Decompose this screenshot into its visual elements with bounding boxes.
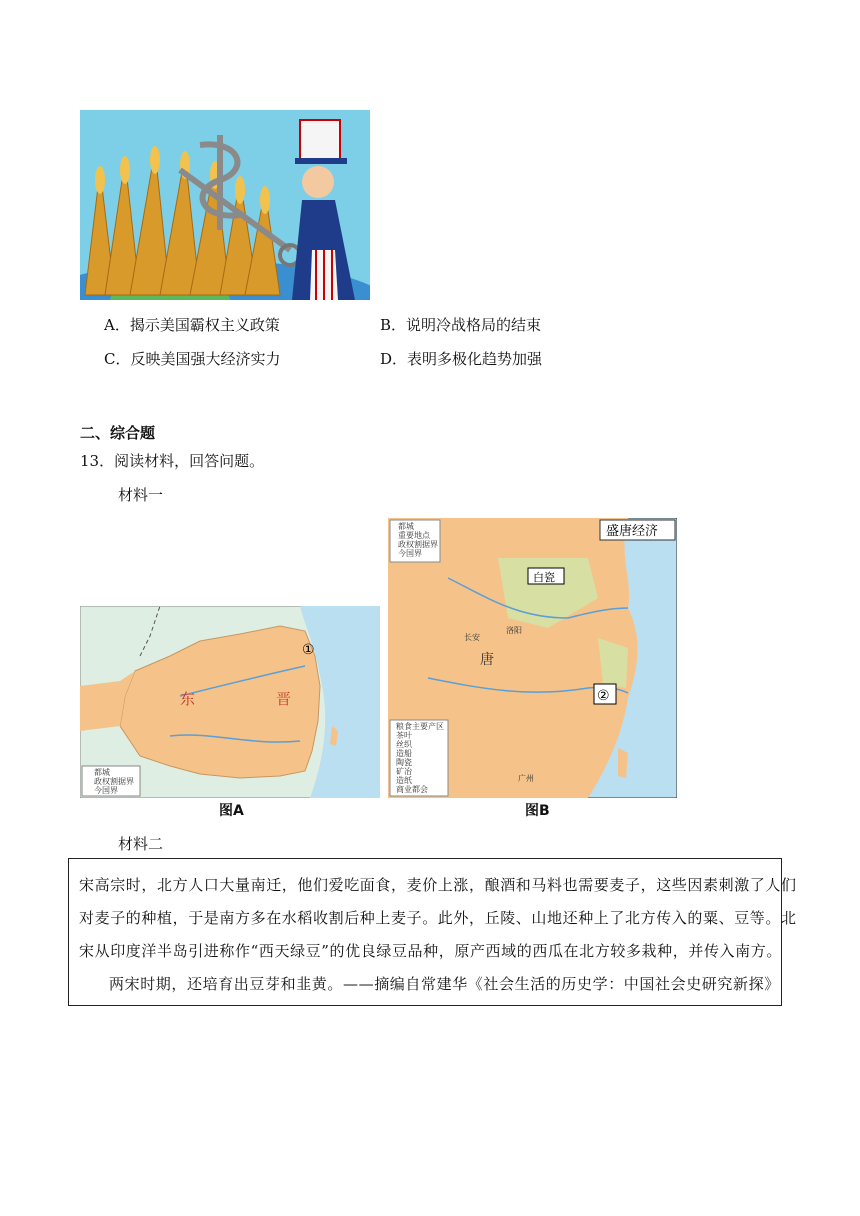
material-two-line-1: 宋高宗时，北方人口大量南迁，他们爱吃面食，麦价上涨，酿酒和马料也需要麦子，这些因素刺激了人们	[79, 876, 797, 894]
map-b-city-guangzhou: 广州	[518, 774, 534, 783]
cartoon-illustration	[80, 110, 370, 300]
map-b-city-changan: 长安	[464, 633, 480, 642]
option-c: C．反映美国强大经济实力	[104, 350, 281, 368]
map-b-legend-bottom-3: 丝织	[396, 740, 412, 749]
material-two-box	[68, 858, 797, 1006]
map-a-caption: 图A	[219, 803, 244, 819]
map-a-label-jin: 晋	[276, 690, 292, 708]
option-b: B．说明冷战格局的结束	[380, 316, 542, 334]
map-b-legend-top-4: 今国界	[398, 549, 422, 558]
material-two-label: 材料二	[118, 835, 164, 853]
map-a-legend-3: 今国界	[94, 786, 118, 795]
map-b-marker-2: ②	[597, 688, 610, 704]
map-a-label-dong: 东	[180, 690, 196, 708]
map-a	[80, 606, 380, 798]
map-b-label-tang: 唐	[480, 652, 494, 668]
map-b-caption: 图B	[525, 803, 550, 819]
map-b-graphic	[388, 518, 677, 798]
map-b-title: 盛唐经济	[606, 524, 659, 539]
map-b	[388, 518, 677, 798]
map-a-graphic	[80, 606, 380, 798]
map-b-label-baici: 白瓷	[533, 571, 555, 584]
map-b-legend-top-2: 重要地点	[398, 531, 430, 540]
option-d: D．表明多极化趋势加强	[380, 350, 543, 368]
map-b-city-luoyang: 洛阳	[506, 626, 522, 635]
map-b-legend-bottom-4: 造船	[396, 749, 412, 758]
map-a-legend-2: 政权割据界	[94, 777, 134, 786]
material-two-line-2: 对麦子的种植，于是南方多在水稻收割后种上麦子。此外，丘陵、山地还种上了北方传入的粟、豆等。北	[79, 909, 797, 927]
uncle-sam-wheat-cartoon	[80, 110, 370, 300]
map-b-legend-bottom-6: 矿冶	[396, 767, 412, 776]
question-prompt: 13．阅读材料，回答问题。	[80, 452, 265, 470]
material-two-line-4: 两宋时期，还培育出豆芽和韭黄。——摘编自常建华《社会生活的历史学：中国社会史研究新探》	[109, 975, 780, 993]
map-b-legend-bottom-1: 粮食主要产区	[396, 722, 444, 731]
map-b-legend-bottom-7: 造纸	[396, 776, 412, 785]
map-a-marker-1: ①	[302, 642, 315, 658]
map-b-legend-top-3: 政权割据界	[398, 540, 438, 549]
map-a-legend-1: 都城	[94, 768, 110, 777]
map-b-legend-top-1: 都城	[398, 522, 414, 531]
material-two-line-3: 宋从印度洋半岛引进称作“西天绿豆”的优良绿豆品种，原产西域的西瓜在北方较多栽种，并传入南方。	[79, 942, 782, 960]
material-one-label: 材料一	[118, 486, 164, 504]
option-a: A．揭示美国霸权主义政策	[104, 316, 280, 334]
map-b-legend-bottom-2: 茶叶	[396, 731, 412, 740]
map-b-legend-bottom-5: 陶瓷	[396, 758, 412, 767]
map-b-legend-bottom-8: 商业都会	[396, 785, 428, 794]
section-title: 二、综合题	[80, 424, 156, 442]
